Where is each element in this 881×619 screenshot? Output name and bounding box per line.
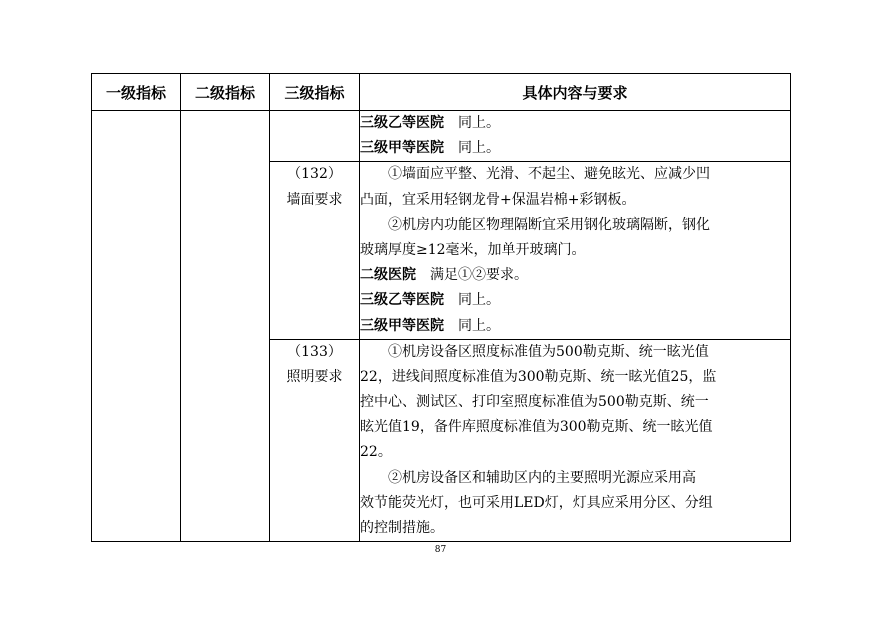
header-level2: 二级指标 [181,74,270,111]
header-level1: 一级指标 [92,74,181,111]
content-line: ①墙面应平整、光滑、不起尘、避免眩光、应减少凹 [388,166,710,183]
content-cell [360,111,791,162]
level3-label-line: 墙面要求 [286,191,343,208]
hospital-level-note: 同上。 [458,115,500,131]
hospital-level-line [360,263,790,288]
hospital-level: 三级乙等医院 [360,115,444,131]
hospital-level-note: 同上。 [458,317,500,334]
hospital-level: 二级医院 [360,267,416,284]
header-row [92,74,791,111]
hospital-level: 三级甲等医院 [360,317,444,334]
content-line: 眩光值19，备件库照度标准值为300勒克斯、统一眩光值 [360,419,713,436]
table-row [92,111,791,162]
level3-label-line: 照明要求 [286,368,343,385]
level3-label-line: （133） [287,343,342,360]
spec-table [91,73,791,542]
hospital-level-line [360,314,790,339]
hospital-level: 三级甲等医院 [360,140,444,157]
content-line: 玻璃厚度≥12毫米，加单开玻璃门。 [360,241,586,258]
level3-label-line: （132） [287,166,342,183]
content-line: ①机房设备区照度标准值为500勒克斯、统一眩光值 [388,343,709,360]
hospital-level-note: 满足①②要求。 [430,267,528,284]
content-cell [360,339,791,542]
level2-cell [181,111,270,542]
content-line: 22，进线间照度标准值为300勒克斯、统一眩光值25，监 [360,368,717,385]
header-content: 具体内容与要求 [360,74,791,111]
level3-cell [270,162,360,339]
hospital-level-line [360,136,790,161]
content-line: ②机房设备区和辅助区内的主要照明光源应采用高 [388,469,696,486]
header-level3: 三级指标 [270,74,360,111]
content-line: 凸面，宜采用轻钢龙骨+保温岩棉+彩钢板。 [360,191,636,208]
hospital-level-line [360,288,790,313]
content-cell [360,162,791,339]
level3-cell [270,111,360,162]
content-line: 22。 [360,444,392,461]
content-line: 效节能荧光灯，也可采用LED灯，灯具应采用分区、分组 [360,494,713,511]
hospital-level: 三级乙等医院 [360,292,444,309]
page-number: 87 [434,545,447,555]
level3-cell [270,339,360,542]
content-line: 控中心、测试区、打印室照度标准值为500勒克斯、统一 [360,394,709,411]
content-line: ②机房内功能区物理隔断宜采用钢化玻璃隔断，钢化 [388,216,710,233]
hospital-level-line [360,111,790,136]
hospital-level-note: 同上。 [458,292,500,309]
content-line: 的控制措施。 [360,520,444,536]
level1-cell [92,111,181,542]
hospital-level-note: 同上。 [458,140,500,157]
